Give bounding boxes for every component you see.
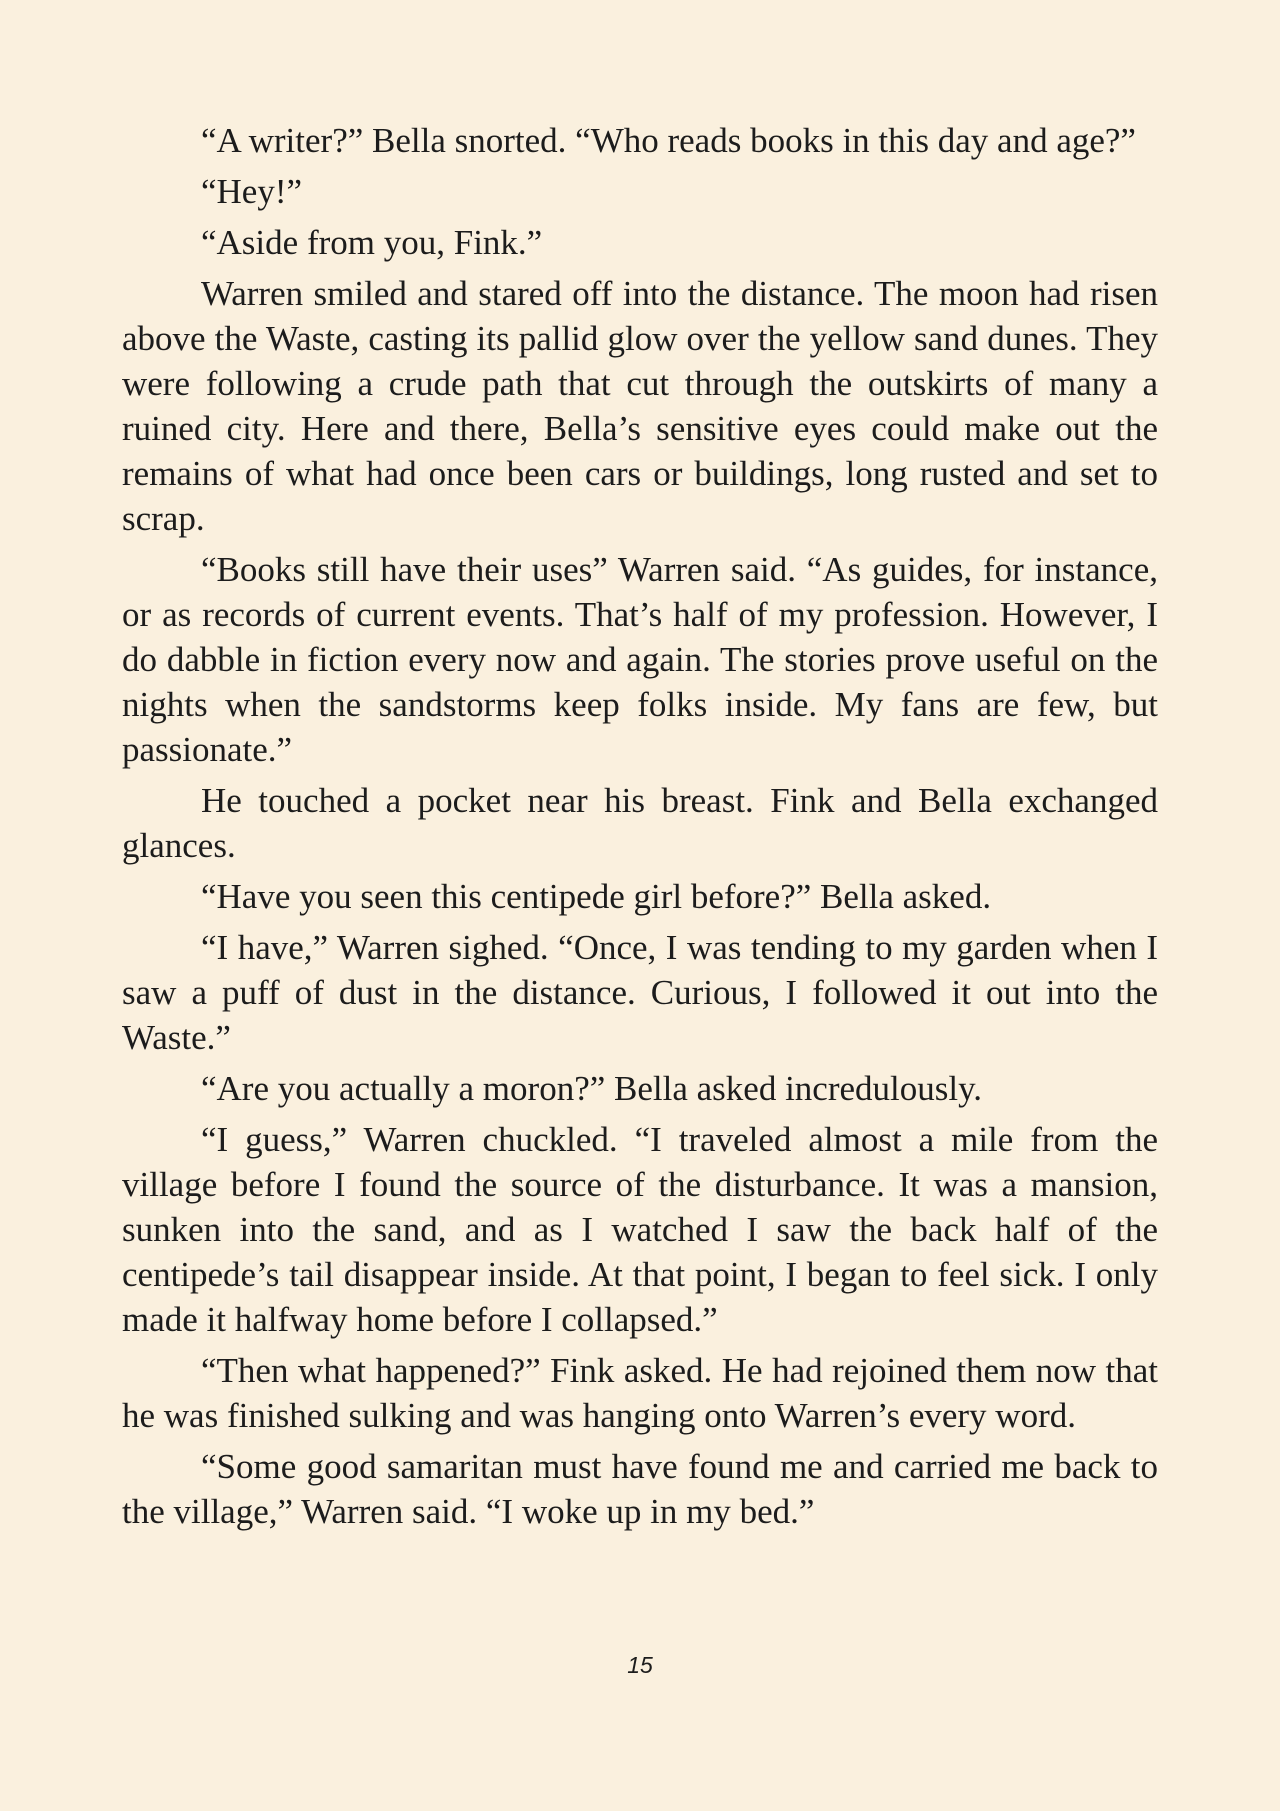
paragraph: “Aside from you, Fink.” — [201, 223, 543, 262]
paragraph: Warren smiled and stared off into the distance. The moon had risen above the Waste, casting its pallid glow over the yellow sand dunes. They were following a crude path that cut through the outskirts of many a ruined city. Here and there, Bella’s sensitive eyes could make out the remains of what had once been cars or buildings, long rusted and set to scrap. — [122, 274, 1158, 538]
page-body — [122, 118, 1158, 1540]
paragraph: “Hey!” — [201, 172, 303, 211]
paragraph: He touched a pocket near his breast. Fink and Bella exchanged glances. — [122, 781, 1158, 865]
page-number: 15 — [627, 1652, 653, 1678]
paragraph: “Books still have their uses” Warren said. “As guides, for instance, or as records of current events. That’s half of my profession. However, I do dabble in fiction every now and again. The stories prove useful on the nights when the sandstorms keep folks inside. My fans are few, but passionate.” — [122, 550, 1158, 769]
paragraph: “Some good samaritan must have found me and carried me back to the village,” Warren said. “I woke up in my bed.” — [122, 1447, 1158, 1531]
paragraph: “A writer?” Bella snorted. “Who reads books in this day and age?” — [201, 121, 1136, 160]
paragraph: “Have you seen this centipede girl before?” Bella asked. — [201, 877, 992, 916]
paragraph: “Are you actually a moron?” Bella asked incredulously. — [201, 1069, 983, 1108]
paragraph: “Then what happened?” Fink asked. He had rejoined them now that he was finished sulking and was hanging onto Warren’s every word. — [122, 1351, 1158, 1435]
paragraph: “I guess,” Warren chuckled. “I traveled almost a mile from the village before I found the source of the disturbance. It was a mansion, sunken into the sand, and as I watched I saw the back half of the centipede’s tail disappear inside. At that point, I began to feel sick. I only made it halfway home before I collapsed.” — [122, 1120, 1158, 1339]
paragraph: “I have,” Warren sighed. “Once, I was tending to my garden when I saw a puff of dust in the distance. Curious, I followed it out into the Waste.” — [122, 928, 1158, 1057]
